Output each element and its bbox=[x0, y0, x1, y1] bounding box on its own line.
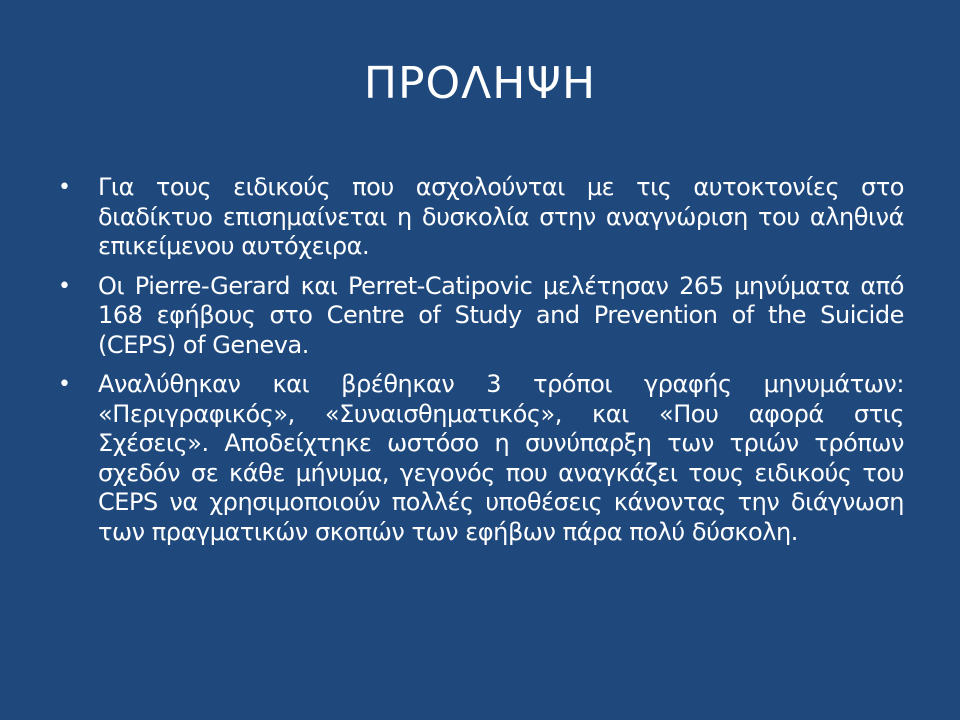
bullet-item bbox=[56, 272, 904, 361]
slide-title: ΠΡΟΛΗΨΗ bbox=[363, 58, 597, 109]
bullet-icon: • bbox=[58, 175, 71, 200]
bullet-icon: • bbox=[58, 372, 71, 397]
bullet-item bbox=[56, 370, 904, 547]
bullet-item bbox=[56, 173, 904, 262]
bullet-text: Οι Pierre-Gerard και Perret-Catipovic μελέτησαν 265 μηνύματα από 168 εφήβους στο Centre of Study and Prevention of the Suicide (CEPS) of Geneva. bbox=[98, 271, 904, 359]
bullet-icon: • bbox=[58, 273, 71, 299]
bullet-text: Για τους ειδικούς που ασχολούνται με τις αυτοκτονίες στο διαδίκτυο επισημαίνεται η δυσκολία στην αναγνώριση του αληθινά επικείμενου αυτόχειρα. bbox=[98, 173, 904, 260]
bullet-text: Αναλύθηκαν και βρέθηκαν 3 τρόποι γραφής μηνυμάτων: «Περιγραφικός», «Συναισθηματικός», και «Που αφορά στις Σχέσεις». Αποδείχτηκε ωστόσο η συνύπαρξη των τριών τρόπων σχεδόν σε κάθε μήνυμα, γεγονός που αναγκάζει τους ειδικούς του CEPS να χρησιμοποιούν πολλές υποθέσεις κάνοντας την διάγνωση των πραγματικών σκοπών των εφήβων πάρα πολύ δύσκολη. bbox=[98, 370, 904, 546]
bullet-list bbox=[56, 173, 904, 557]
